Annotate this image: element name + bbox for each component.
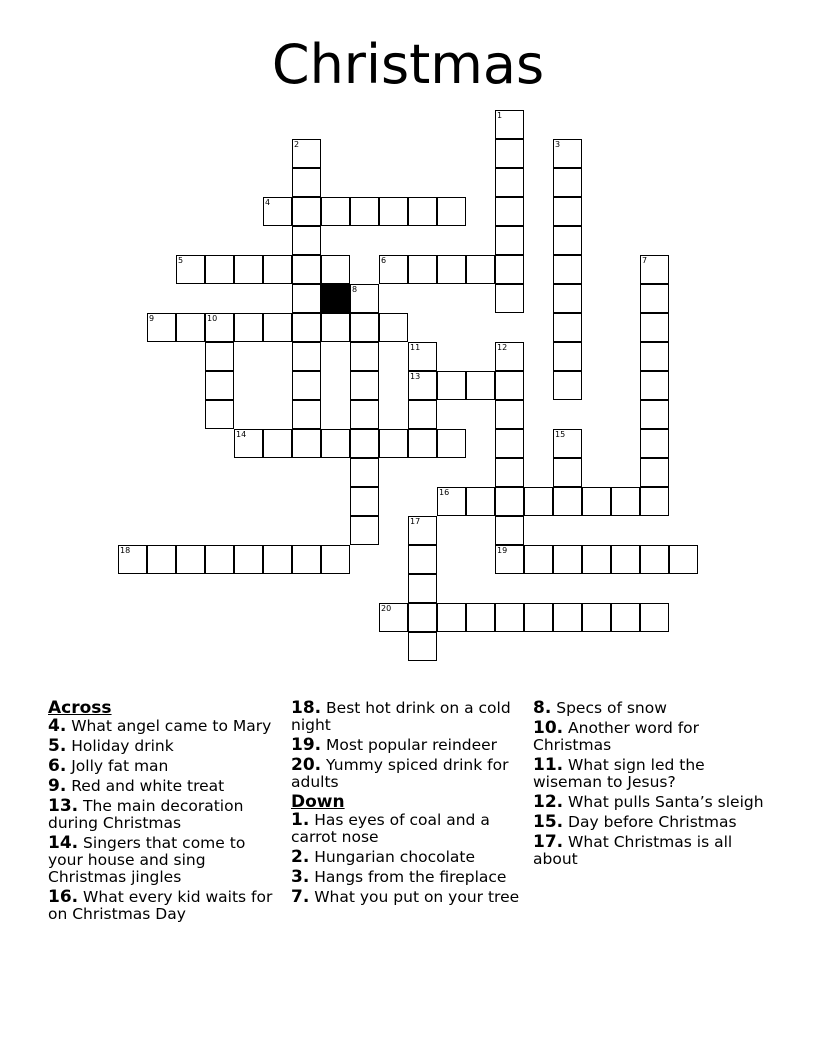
grid-cell[interactable]	[553, 255, 582, 284]
grid-cell[interactable]	[553, 168, 582, 197]
grid-cell[interactable]	[582, 545, 611, 574]
grid-cell[interactable]	[640, 342, 669, 371]
clue-number: 3.	[291, 867, 310, 887]
cell-number: 18	[120, 546, 131, 555]
grid-cell[interactable]	[350, 284, 379, 313]
grid-cell[interactable]	[437, 487, 466, 516]
down-clue	[291, 849, 523, 866]
grid-cell[interactable]	[292, 545, 321, 574]
grid-cell[interactable]	[495, 226, 524, 255]
grid-cell[interactable]	[263, 545, 292, 574]
grid-cell[interactable]	[495, 400, 524, 429]
clue-list	[533, 700, 765, 868]
grid-cell[interactable]	[350, 400, 379, 429]
clue-number: 4.	[48, 716, 67, 736]
grid-cell[interactable]	[640, 400, 669, 429]
grid-cell[interactable]	[466, 255, 495, 284]
across-heading: Across	[48, 698, 112, 718]
grid-cell[interactable]	[234, 313, 263, 342]
grid-cell[interactable]	[292, 429, 321, 458]
clue-number: 20.	[291, 755, 322, 775]
clue-number: 7.	[291, 887, 310, 907]
clue-text: Day before Christmas	[563, 813, 737, 831]
grid-cell[interactable]	[408, 545, 437, 574]
down-clue	[533, 720, 765, 754]
clue-number: 9.	[48, 776, 67, 796]
grid-cell[interactable]	[582, 603, 611, 632]
grid-cell[interactable]	[553, 603, 582, 632]
grid-cell[interactable]	[292, 197, 321, 226]
grid-cell[interactable]	[408, 342, 437, 371]
cell-number: 13	[410, 372, 421, 381]
down-clue	[533, 834, 765, 868]
clue-text: What Christmas is all about	[533, 833, 733, 868]
grid-cell[interactable]	[640, 284, 669, 313]
clue-list	[291, 700, 523, 791]
cell-number: 14	[236, 430, 247, 439]
cell-number: 20	[381, 604, 392, 613]
across-clue	[48, 758, 280, 775]
grid-cell[interactable]	[292, 226, 321, 255]
grid-cell[interactable]	[553, 429, 582, 458]
grid-cell[interactable]	[379, 255, 408, 284]
clue-number: 1.	[291, 810, 310, 830]
clue-text: Hangs from the fireplace	[309, 868, 507, 886]
puzzle-title: Christmas	[271, 33, 545, 96]
cell-number: 19	[497, 546, 508, 555]
clue-list	[291, 812, 523, 906]
grid-cell[interactable]	[640, 487, 669, 516]
grid-cell[interactable]	[495, 342, 524, 371]
down-heading: Down	[291, 792, 345, 812]
grid-cell[interactable]	[408, 603, 437, 632]
cell-number: 2	[294, 140, 300, 149]
grid-cell[interactable]	[205, 400, 234, 429]
clues-column-2	[291, 700, 523, 909]
grid-cell[interactable]	[176, 313, 205, 342]
clues-column-1	[48, 700, 280, 926]
grid-cell[interactable]	[408, 574, 437, 603]
down-clue	[533, 757, 765, 791]
grid-cell[interactable]	[205, 371, 234, 400]
grid-cell[interactable]	[321, 255, 350, 284]
clue-number: 14.	[48, 833, 79, 853]
across-clue	[48, 718, 280, 735]
grid-cell[interactable]	[350, 458, 379, 487]
grid-cell[interactable]	[234, 255, 263, 284]
grid-cell[interactable]	[437, 255, 466, 284]
grid-cell[interactable]	[495, 429, 524, 458]
grid-cell[interactable]	[466, 603, 495, 632]
grid-cell[interactable]	[437, 371, 466, 400]
clue-number: 18.	[291, 698, 322, 718]
grid-cell[interactable]	[292, 168, 321, 197]
grid-cell[interactable]	[640, 429, 669, 458]
grid-cell[interactable]	[553, 226, 582, 255]
clue-text: Singers that come to your house and sing Christmas jingles	[48, 834, 246, 886]
grid-cell[interactable]	[147, 313, 176, 342]
grid-cell[interactable]	[495, 284, 524, 313]
cell-number: 9	[149, 314, 155, 323]
clue-number: 16.	[48, 887, 79, 907]
clue-text: What every kid waits for on Christmas Day	[48, 888, 273, 923]
clue-text: The main decoration during Christmas	[48, 797, 244, 832]
grid-block	[321, 284, 350, 313]
down-clue	[533, 794, 765, 811]
grid-cell[interactable]	[495, 545, 524, 574]
clue-number: 19.	[291, 735, 322, 755]
clue-list	[48, 718, 280, 923]
grid-cell[interactable]	[495, 168, 524, 197]
grid-cell[interactable]	[495, 371, 524, 400]
grid-cell[interactable]	[408, 429, 437, 458]
down-clue	[533, 700, 765, 717]
grid-cell[interactable]	[350, 516, 379, 545]
clue-text: Jolly fat man	[66, 757, 169, 775]
grid-cell[interactable]	[582, 487, 611, 516]
grid-cell[interactable]	[234, 545, 263, 574]
clue-text: Another word for Christmas	[533, 719, 700, 754]
across-clue	[291, 737, 523, 754]
grid-cell[interactable]	[292, 371, 321, 400]
grid-cell[interactable]	[408, 632, 437, 661]
down-clue	[291, 869, 523, 886]
grid-cell[interactable]	[466, 487, 495, 516]
clue-number: 5.	[48, 736, 67, 756]
grid-cell[interactable]	[669, 545, 698, 574]
grid-cell[interactable]	[495, 516, 524, 545]
grid-cell[interactable]	[321, 545, 350, 574]
clue-number: 11.	[533, 755, 564, 775]
grid-cell[interactable]	[524, 487, 553, 516]
grid-cell[interactable]	[495, 458, 524, 487]
clue-text: Specs of snow	[551, 699, 667, 717]
grid-cell[interactable]	[321, 197, 350, 226]
clue-number: 6.	[48, 756, 67, 776]
grid-cell[interactable]	[234, 429, 263, 458]
grid-cell[interactable]	[147, 545, 176, 574]
grid-cell[interactable]	[379, 429, 408, 458]
down-clue	[291, 812, 523, 846]
grid-cell[interactable]	[553, 284, 582, 313]
down-clue	[291, 889, 523, 906]
across-clue	[291, 700, 523, 734]
grid-cell[interactable]	[350, 342, 379, 371]
across-clue	[48, 835, 280, 886]
grid-cell[interactable]	[466, 371, 495, 400]
cell-number: 8	[352, 285, 358, 294]
grid-cell[interactable]	[292, 255, 321, 284]
clue-number: 17.	[533, 832, 564, 852]
clue-text: What angel came to Mary	[66, 717, 272, 735]
clue-number: 13.	[48, 796, 79, 816]
grid-cell[interactable]	[437, 197, 466, 226]
grid-cell[interactable]	[640, 458, 669, 487]
grid-cell[interactable]	[118, 545, 147, 574]
grid-cell[interactable]	[640, 545, 669, 574]
grid-cell[interactable]	[495, 139, 524, 168]
grid-cell[interactable]	[263, 313, 292, 342]
grid-cell[interactable]	[379, 603, 408, 632]
cell-number: 11	[410, 343, 421, 352]
grid-cell[interactable]	[611, 603, 640, 632]
cell-number: 3	[555, 140, 561, 149]
grid-cell[interactable]	[379, 197, 408, 226]
grid-cell[interactable]	[292, 313, 321, 342]
cell-number: 6	[381, 256, 387, 265]
clue-text: Red and white treat	[66, 777, 225, 795]
grid-cell[interactable]	[495, 197, 524, 226]
grid-cell[interactable]	[495, 487, 524, 516]
clue-number: 10.	[533, 718, 564, 738]
grid-cell[interactable]	[408, 197, 437, 226]
cell-number: 15	[555, 430, 566, 439]
grid-cell[interactable]	[553, 545, 582, 574]
grid-cell[interactable]	[437, 603, 466, 632]
grid-cell[interactable]	[350, 429, 379, 458]
grid-cell[interactable]	[205, 313, 234, 342]
clue-number: 8.	[533, 698, 552, 718]
grid-cell[interactable]	[408, 400, 437, 429]
grid-cell[interactable]	[553, 458, 582, 487]
clue-text: Best hot drink on a cold night	[291, 699, 511, 734]
clue-number: 15.	[533, 812, 564, 832]
across-clue	[48, 738, 280, 755]
grid-cell[interactable]	[640, 313, 669, 342]
grid-cell[interactable]	[292, 400, 321, 429]
grid-cell[interactable]	[205, 342, 234, 371]
grid-cell[interactable]	[437, 429, 466, 458]
clue-text: What pulls Santa’s sleigh	[563, 793, 764, 811]
grid-cell[interactable]	[205, 255, 234, 284]
grid-cell[interactable]	[379, 313, 408, 342]
grid-cell[interactable]	[321, 429, 350, 458]
clue-text: Has eyes of coal and a carrot nose	[291, 811, 490, 846]
grid-cell[interactable]	[640, 255, 669, 284]
clue-text: Hungarian chocolate	[309, 848, 476, 866]
grid-cell[interactable]	[611, 487, 640, 516]
grid-cell[interactable]	[408, 516, 437, 545]
cell-number: 4	[265, 198, 271, 207]
grid-cell[interactable]	[553, 342, 582, 371]
grid-cell[interactable]	[553, 487, 582, 516]
cell-number: 16	[439, 488, 450, 497]
clue-text: Holiday drink	[66, 737, 174, 755]
grid-cell[interactable]	[524, 545, 553, 574]
grid-cell[interactable]	[640, 371, 669, 400]
clues-column-3	[533, 700, 765, 871]
clue-text: What sign led the wiseman to Jesus?	[533, 756, 705, 791]
grid-cell[interactable]	[292, 342, 321, 371]
grid-cell[interactable]	[350, 313, 379, 342]
grid-cell[interactable]	[553, 197, 582, 226]
clue-text: Most popular reindeer	[321, 736, 498, 754]
down-clue	[533, 814, 765, 831]
cell-number: 1	[497, 111, 503, 120]
grid-cell[interactable]	[263, 197, 292, 226]
grid-cell[interactable]	[408, 371, 437, 400]
cell-number: 17	[410, 517, 421, 526]
grid-cell[interactable]	[263, 429, 292, 458]
grid-cell[interactable]	[292, 139, 321, 168]
grid-cell[interactable]	[524, 603, 553, 632]
cell-number: 10	[207, 314, 218, 323]
across-clue	[48, 798, 280, 832]
grid-cell[interactable]	[495, 110, 524, 139]
across-clue	[291, 757, 523, 791]
clue-text: What you put on your tree	[309, 888, 520, 906]
grid-cell[interactable]	[263, 255, 292, 284]
clue-text: Yummy spiced drink for adults	[291, 756, 509, 791]
cell-number: 5	[178, 256, 184, 265]
cell-number: 7	[642, 256, 648, 265]
clue-number: 12.	[533, 792, 564, 812]
across-clue	[48, 778, 280, 795]
grid-cell[interactable]	[205, 545, 234, 574]
grid-cell[interactable]	[495, 255, 524, 284]
grid-cell[interactable]	[553, 139, 582, 168]
grid-cell[interactable]	[350, 371, 379, 400]
grid-cell[interactable]	[611, 545, 640, 574]
cell-number: 12	[497, 343, 508, 352]
grid-cell[interactable]	[408, 255, 437, 284]
across-clue	[48, 889, 280, 923]
grid-cell[interactable]	[350, 487, 379, 516]
grid-cell[interactable]	[553, 313, 582, 342]
grid-cell[interactable]	[553, 371, 582, 400]
grid-cell[interactable]	[292, 284, 321, 313]
grid-cell[interactable]	[176, 545, 205, 574]
grid-cell[interactable]	[495, 603, 524, 632]
grid-cell[interactable]	[640, 603, 669, 632]
grid-cell[interactable]	[321, 313, 350, 342]
grid-cell[interactable]	[176, 255, 205, 284]
clue-number: 2.	[291, 847, 310, 867]
grid-cell[interactable]	[350, 197, 379, 226]
